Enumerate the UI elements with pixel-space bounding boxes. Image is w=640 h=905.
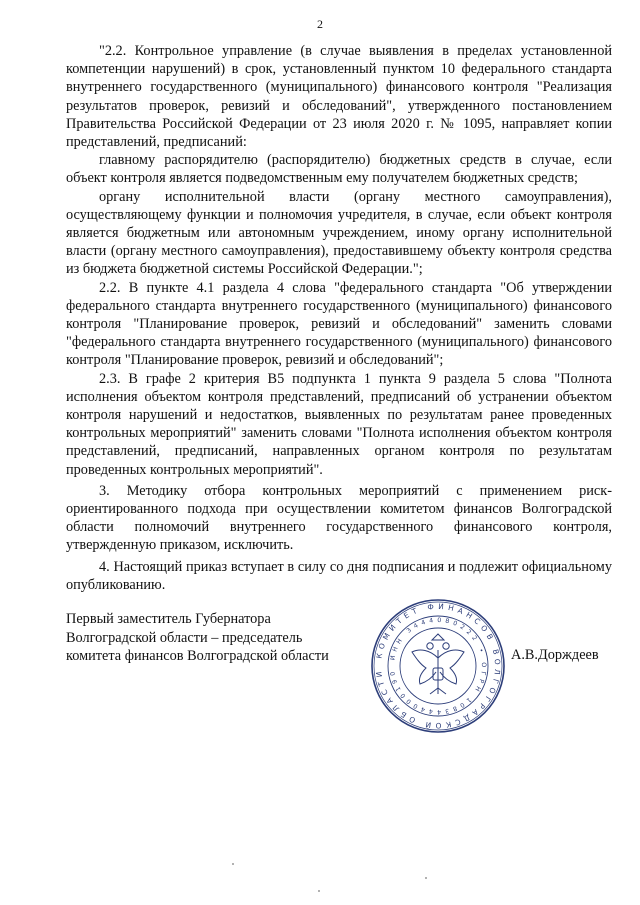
signatory-position-line: Первый заместитель Губернатора — [66, 611, 271, 627]
paragraph-2-3-amendment: 2.3. В графе 2 критерия В5 подпункта 1 пункта 9 раздела 5 слова "Полнота исполнения объектом контроля представлений, предписаний об устранении объектом контроля нарушений и недостатков, выявленных по результатам ранее проведенных контрольных мероприятий" заменить словами "Полнота исполнения объектом контроля представлений, предписаний, направленных органом контроля по результатам проведенных контрольных мероприятий". — [66, 370, 612, 478]
paragraph-2-2-control-department: "2.2. Контрольное управление (в случае выявления в пределах установленной компетенции нарушений) в срок, установленный пунктом 10 федерального стандарта внутреннего государственного (муниципального) финансового контроля "Реализация результатов проверок, ревизий и обследований", утвержденного постановлением Правительства Российской Федерации от 23 июля 2020 г. № 1095, направляет копии представлений, предписаний: — [66, 43, 612, 151]
signatory-position-line: Волгоградской области – председатель — [66, 629, 303, 646]
scan-artifact — [318, 890, 320, 892]
document-body — [66, 42, 612, 594]
page-number: 2 — [317, 17, 323, 31]
signatory-position-line: комитета финансов Волгоградской области — [66, 648, 329, 664]
paragraph-3-methodology: 3. Методику отбора контрольных мероприятий с применением риск-ориентированного подхода при осуществлении комитетом финансов Волгоградской области полномочий внутреннего государственного финансового контроля, утвержденную приказом, исключить. — [66, 482, 612, 554]
double-headed-eagle-icon — [412, 634, 464, 694]
paragraph-main-budget-manager: главному распорядителю (распорядителю) бюджетных средств в случае, если объект контроля является подведомственным ему получателем бюджетных средств; — [66, 152, 612, 187]
seal-outer-text: КОМИТЕТ ФИНАНСОВ ВОЛГОГРАДСКОЙ ОБЛАСТИ — [374, 601, 503, 731]
paragraph-4-effective-date: 4. Настоящий приказ вступает в силу со дня подписания и подлежит официальному опубликованию. — [66, 558, 612, 593]
signatory-position — [66, 610, 366, 666]
paragraph-2-2-amendment: 2.2. В пункте 4.1 раздела 4 слова "федерального стандарта "Об утверждении федерального стандарта внутреннего государственного (муниципального) финансового контроля "Планирование проверок, ревизий и обследований" заменить словами "федерального стандарта внутреннего государственного (муниципального) финансового контроля "Планирование проверок, ревизий и обследований"; — [66, 279, 612, 369]
scan-artifact — [425, 877, 427, 879]
signatory-name: А.В.Дорждеев — [511, 647, 599, 663]
scan-artifact — [232, 863, 234, 865]
seal-inner-text: ИНН 3444080222 • ОГРН 1083444000190 — [389, 616, 488, 716]
paragraph-executive-authority: органу исполнительной власти (органу местного самоуправления), осуществляющему функции и полномочия учредителя, в случае, если объект контроля является бюджетным или автономным учреждением, иному органу исполнительной власти (органу местного самоуправления), предоставившему объекту контроля средства из бюджета бюджетной системы Российской Федерации."; — [66, 188, 612, 278]
official-seal — [370, 598, 506, 734]
